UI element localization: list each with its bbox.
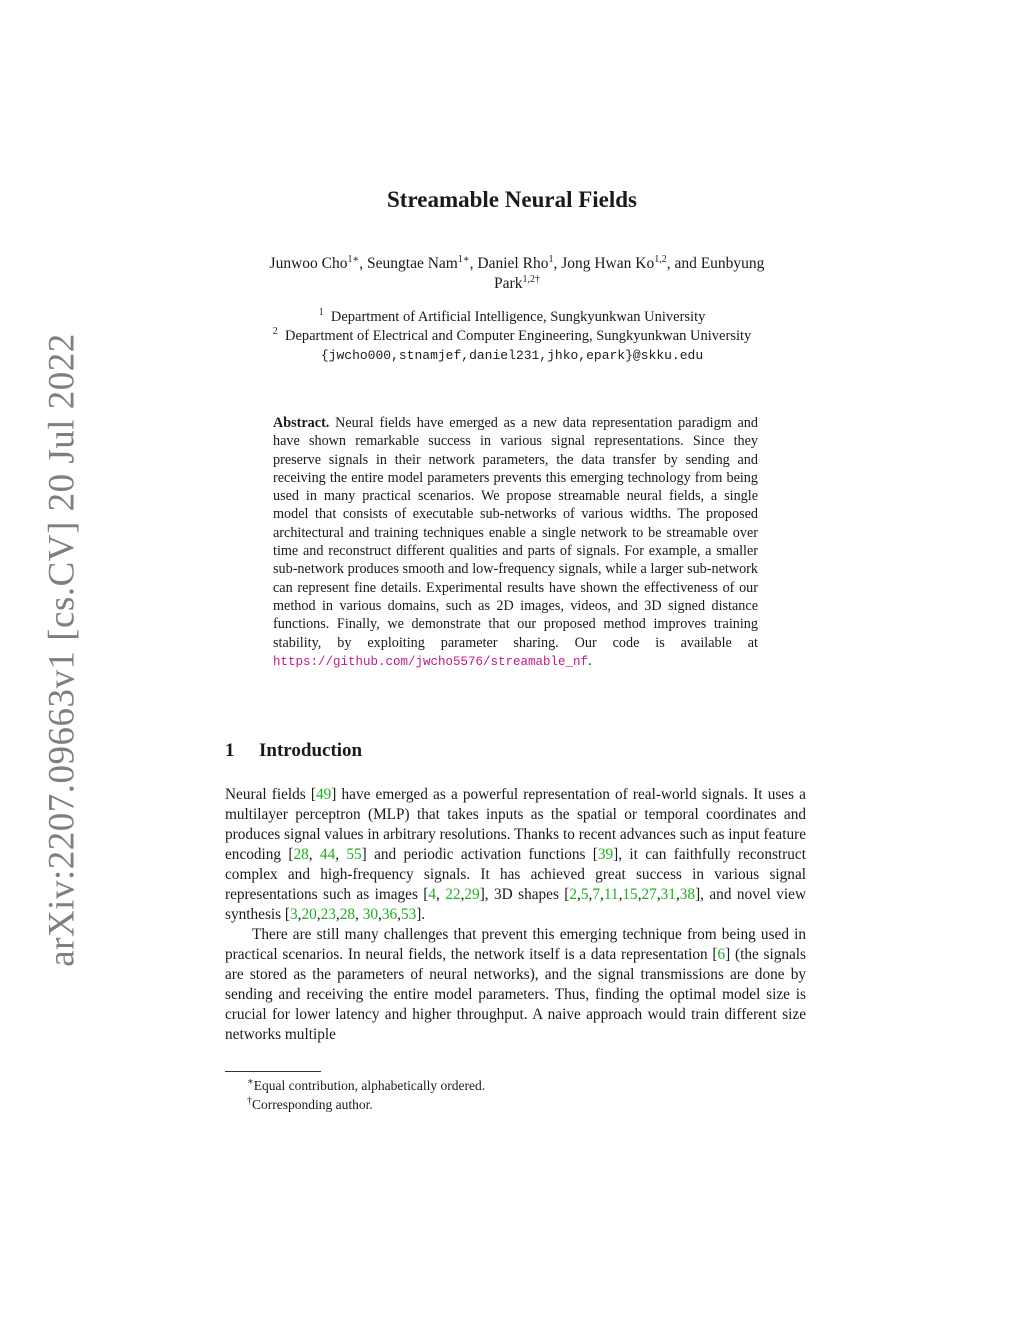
footnote-equal-contribution: ∗Equal contribution, alphabetically ordered.: [247, 1076, 486, 1093]
citation-link[interactable]: 5: [580, 886, 589, 903]
citation-link[interactable]: 39: [597, 846, 614, 863]
citation-link[interactable]: 20: [301, 906, 317, 923]
paragraph-2: There are still many challenges that prevent this emerging technique from being used in practical scenarios. In neural fields, the network itself is a data representation [6] (the signals are stored as the parameters of neural networks), and the signal transmissions are done by sending and receiving the entire model parameters. Thus, finding the optimal model size is crucial for lower latency and higher throughput. A naive approach would train different size networks multiple: [225, 926, 806, 1043]
paragraph-1: Neural fields [49] have emerged as a powerful representation of real-world signals. It uses a multilayer perceptron (MLP) that takes inputs as the spatial or temporal coordinates and produces signal values in arbitrary resolutions. Thanks to recent advances such as input feature encoding [28, 44, 55] and periodic activation functions [39], it can faithfully reconstruct complex and high-frequency signals. It has achieved great success in various signal representations such as images [4, 22,29], 3D shapes [2,5,7,11,15,27,31,38], and novel view synthesis [3,20,23,28, 30,36,53].: [225, 786, 806, 923]
footnote-corresponding-author: †Corresponding author.: [247, 1095, 373, 1112]
citation-link[interactable]: 49: [315, 786, 332, 803]
citation-link[interactable]: 4: [428, 886, 437, 903]
citation-link[interactable]: 22: [445, 886, 461, 903]
citation-link[interactable]: 3: [290, 906, 298, 923]
author-list: Junwoo Cho$^{1∗}$, Seungtae Nam$^{1∗}$, Daniel Rho$^1$, Jong Hwan Ko$^{1,2}$, and Eunbyung Park$^{1,2\dagger}$: [269, 253, 765, 292]
author-affiliation-mark: 1,2: [654, 253, 667, 265]
footnotes: [247, 1076, 485, 1114]
abstract: Abstract. Neural fields have emerged as a new data representation paradigm and have shown remarkable success in various signal representations. Since they preserve signals in their network parameters, the data transfer by sending and receiving the entire model parameters prevents this emerging technology from being used in many practical scenarios. We propose streamable neural fields, a single model that consists of executable sub-networks of various widths. The proposed architectural and training techniques enable a single network to be streamable over time and reconstruct different qualities and parts of signals. For example, a smaller sub-network produces smooth and low-frequency signals, while a larger sub-network can represent fine details. Experimental results have shown the effectiveness of our method in various domains, such as 2D images, videos, and 3D signed distance functions. Finally, we demonstrate that our proposed method improves training stability, by exploiting parameter sharing. Our code is available at https://github.com/jwcho5576/streamable_nf.: [273, 415, 758, 669]
citation-link[interactable]: 11: [603, 886, 619, 903]
email-line: [0, 347, 1024, 364]
author-affiliation-mark: 1: [548, 253, 554, 265]
citation-link[interactable]: 23: [320, 906, 336, 923]
author-affiliation-mark: 1∗: [457, 253, 470, 265]
citation-link[interactable]: 15: [622, 886, 638, 903]
author-emails: {jwcho000,stnamjef,daniel231,jhko,epark}@skku.edu: [320, 348, 704, 363]
footnote-rule: [225, 1071, 321, 1072]
citation-link[interactable]: 6: [717, 946, 726, 963]
author-affiliation-mark: 1,2†: [522, 273, 540, 285]
citation-link[interactable]: 31: [660, 886, 676, 903]
author-name: Daniel Rho: [477, 255, 549, 272]
affiliation-2: $^2$ Department of Electrical and Computer Engineering, Sungkyunkwan University: [272, 326, 752, 344]
paper-title: Streamable Neural Fields: [387, 187, 637, 212]
code-link[interactable]: https://github.com/jwcho5576/streamable_nf: [273, 654, 589, 669]
author-name: Seungtae Nam: [367, 255, 458, 272]
author-name: Junwoo Cho: [269, 255, 348, 272]
introduction-body: [225, 785, 806, 1045]
abstract-text: Neural fields have emerged as a new data representation paradigm and have shown remarkable success in various signal representations. Since they preserve signals in their network parameters, the data transfer by sending and receiving the entire model parameters prevents this emerging technology from being used in many practical scenarios. We propose streamable neural fields, a single model that consists of executable sub-networks of various widths. The proposed architectural and training techniques enable a single network to be streamable over time and reconstruct different qualities and parts of signals. For example, a smaller sub-network produces smooth and low-frequency signals, while a larger sub-network can represent fine details. Experimental results have shown the effectiveness of our method in various domains, such as 2D images, videos, and 3D signed distance functions. Finally, we demonstrate that our proposed method improves training stability, by exploiting parameter sharing. Our code is available at: [273, 415, 758, 651]
arxiv-identifier-sidebar: arXiv:2207.09663v1 [cs.CV] 20 Jul 2022: [41, 333, 83, 967]
citation-link[interactable]: 7: [592, 886, 601, 903]
citation-link[interactable]: 28: [293, 846, 309, 863]
section-heading-introduction: [225, 740, 362, 762]
citation-link[interactable]: 28: [339, 906, 356, 923]
section-number: 1: [225, 740, 235, 761]
citation-link[interactable]: 53: [400, 906, 417, 923]
citation-link[interactable]: 29: [464, 886, 480, 903]
citation-link[interactable]: 38: [679, 886, 696, 903]
author-name: Park: [494, 275, 523, 292]
citation-link[interactable]: 30: [362, 906, 378, 923]
citation-link[interactable]: 2: [569, 886, 578, 903]
citation-link[interactable]: 36: [381, 906, 398, 923]
citation-link[interactable]: 44: [319, 846, 336, 863]
author-name: Jong Hwan Ko: [561, 255, 655, 272]
citation-link[interactable]: 55: [346, 846, 362, 863]
affiliation-1: $^1$ Department of Artificial Intelligence, Sungkyunkwan University: [318, 307, 706, 325]
abstract-label: Abstract.: [273, 415, 330, 431]
author-affiliation-mark: 1∗: [347, 253, 360, 265]
citation-link[interactable]: 27: [641, 886, 657, 903]
section-title: Introduction: [259, 740, 363, 761]
author-name: , and Eunbyung: [666, 255, 765, 272]
